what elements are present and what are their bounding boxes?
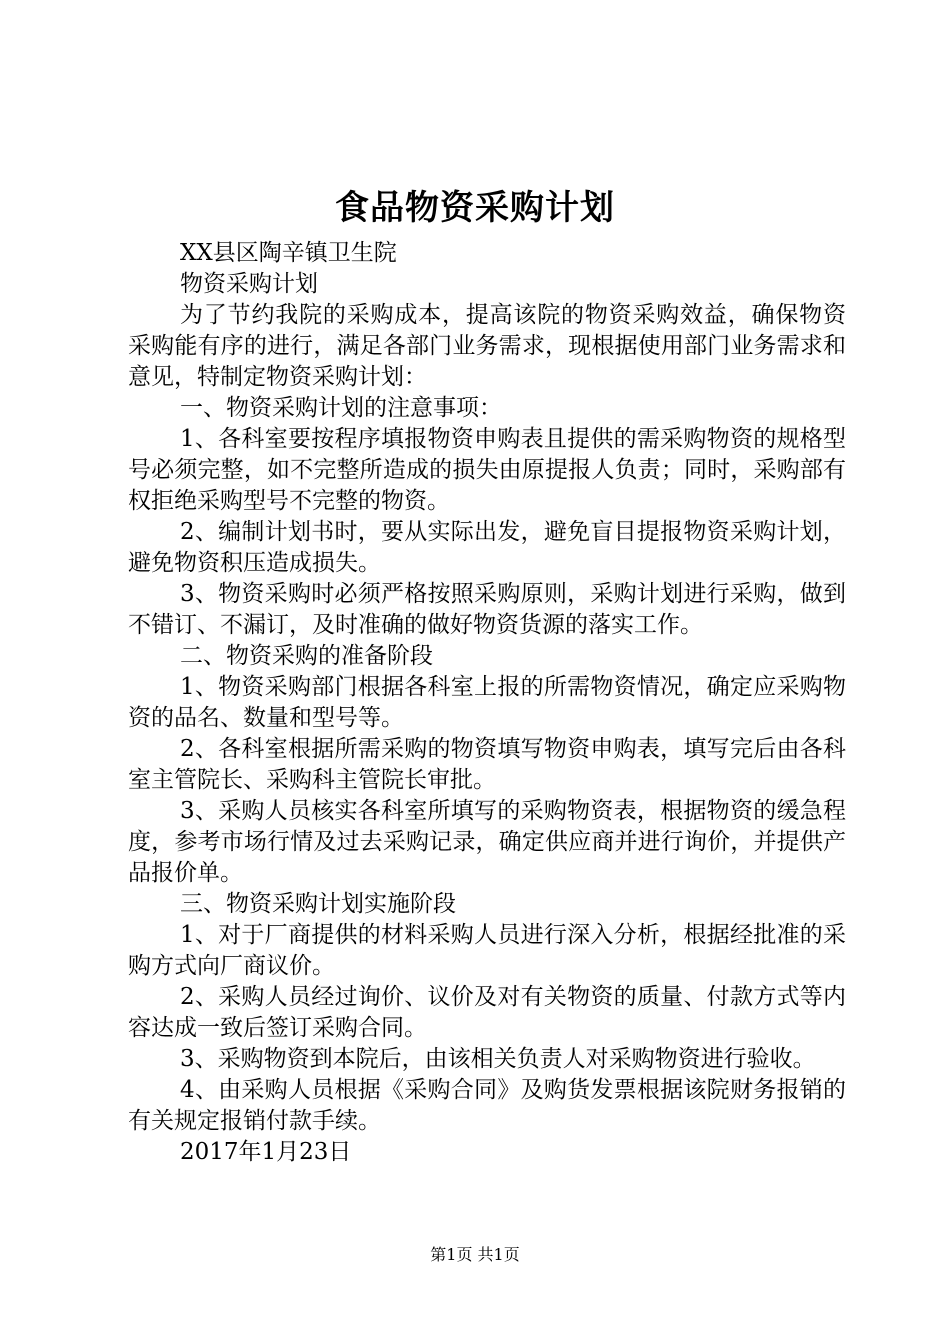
paragraph-item: 1、各科室要按程序填报物资申购表且提供的需采购物资的规格型号必须完整，如不完整所造成的损失由原提报人负责；同时，采购部有权拒绝采购型号不完整的物资。 [128,426,846,514]
document-title: 食品物资采购计划 [335,188,615,228]
paragraph-item: 3、采购物资到本院后，由该相关负责人对采购物资进行验收。 [180,1046,816,1072]
paragraph-date: 2017年1月23日 [180,1139,352,1165]
paragraph-intro: 为了节约我院的采购成本，提高该院的物资采购效益，确保物资采购能有序的进行，满足各部门业务需求，现根据使用部门业务需求和意见，特制定物资采购计划： [128,302,846,390]
section-heading-3: 三、物资采购计划实施阶段 [180,891,456,917]
paragraph-item: 4、由采购人员根据《采购合同》及购货发票根据该院财务报销的有关规定报销付款手续。 [128,1077,846,1134]
page-number-footer: 第1页 共1页 [430,1245,520,1264]
paragraph-item: 2、采购人员经过询价、议价及对有关物资的质量、付款方式等内容达成一致后签订采购合同。 [128,984,846,1041]
paragraph-item: 3、采购人员核实各科室所填写的采购物资表，根据物资的缓急程度，参考市场行情及过去采购记录，确定供应商并进行询价，并提供产品报价单。 [128,798,846,886]
paragraph-item: 1、物资采购部门根据各科室上报的所需物资情况，确定应采购物资的品名、数量和型号等。 [128,674,846,731]
paragraph-subtitle: 物资采购计划 [180,271,318,297]
paragraph-item: 3、物资采购时必须严格按照采购原则，采购计划进行采购，做到不错订、不漏订，及时准确的做好物资货源的落实工作。 [128,581,846,638]
paragraph-organization: XX县区陶辛镇卫生院 [180,240,397,266]
document-body [128,238,846,1168]
paragraph-item: 2、编制计划书时，要从实际出发，避免盲目提报物资采购计划，避免物资积压造成损失。 [128,519,846,576]
paragraph-item: 2、各科室根据所需采购的物资填写物资申购表，填写完后由各科室主管院长、采购科主管院长审批。 [128,736,846,793]
section-heading-2: 二、物资采购的准备阶段 [180,643,433,669]
paragraph-item: 1、对于厂商提供的材料采购人员进行深入分析，根据经批准的采购方式向厂商议价。 [128,922,846,979]
section-heading-1: 一、物资采购计划的注意事项： [180,395,502,421]
